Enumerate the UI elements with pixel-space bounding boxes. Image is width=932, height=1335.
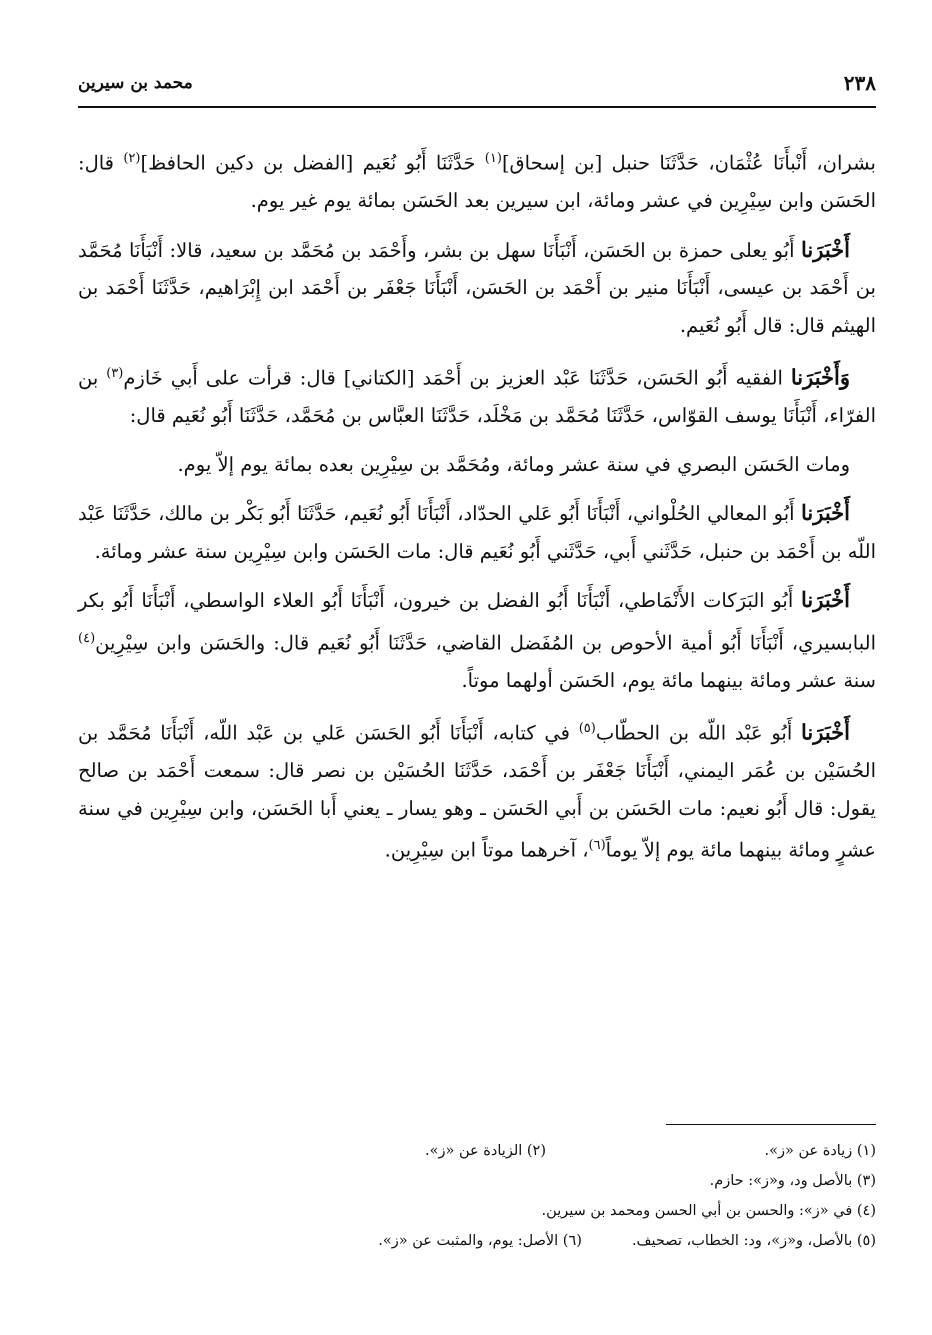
paragraph [78,446,876,484]
footnote-marker: (٣) [106,366,124,381]
footnote-marker: (١) [484,151,502,166]
paragraph [78,231,876,345]
footnote-row [78,1196,876,1226]
paragraph-text: الفقيه أَبُو الحَسَن، حَدَّثَنَا عَبْد العزيز بن أَحْمَد [الكتاني] قال: قرأت على أَبي خَازم [123,366,791,390]
keyword-akhbarana: أَخْبَرَنا [801,719,850,745]
paragraph [78,494,876,570]
document-page [78,0,876,1335]
paragraph-text: قال: الحَسَن وابن سِيْرِين في عشر ومائة، ابن سيرين بعد الحَسَن بمائة يوم غير يوم. [78,151,876,212]
paragraph [78,140,876,220]
keyword-akhbarana: أَخْبَرَنا [801,236,850,262]
paragraph-text: حَدَّثَنَا أَبُو نُعَيم [الفضل بن دكين الحافظ] [140,151,485,175]
paragraph-text: سنة عشر ومائة بينهما مائة يوم، الحَسَن أولهما موتاً. [461,668,876,692]
header-rule [78,106,876,108]
footnote-5: (٥) بالأصل، و«ز»، ود: الخطاب، تصحيف. [631,1233,876,1249]
keyword-akhbarana: أَخْبَرَنا [801,587,850,612]
footnote-4: (٤) في «ز»: والحسن بن أبي الحسن ومحمد بن سيرين. [541,1203,876,1219]
paragraph [78,581,876,699]
paragraph-text: بشران، أَنْبأَنَا عُثْمَان، حَدَّثَنَا حنبل [بن إسحاق] [501,151,876,175]
footnote-6: (٦) الأصل: يوم، والمثبت عن «ز». [378,1233,582,1249]
paragraph-text: أَبُو البَرَكات الأَنْمَاطي، أَنْبَأَنَا أَبُو الفضل بن خيرون، أَنْبَأَنَا أَبُو العلاء الواسطي، أَنْبَأَنَا أَبُو بكر البابسيري، أَنْبَأَنَا أَبُو أمية الأحوص بن المُفَضل القاضي، حَدَّثَنَا أَبُو نُعَيم قال: والحَسَن وابن سِيْرِين [78,589,876,654]
running-title: محمد بن سيرين [78,73,193,93]
paragraph [78,710,876,869]
paragraph-text: ومات الحَسَن البصري في سنة عشر ومائة، ومُحَمَّد بن سِيْرِين بعده بمائة يوم إلاّ يوم. [177,452,850,476]
paragraph-text: أَبُو يعلى حمزة بن الحَسَن، أَنْبَأَنَا سهل بن بشر، وأَحْمَد بن مُحَمَّد بن سعيد، قالا: أَنْبَأَنَا مُحَمَّد بن أَحْمَد بن عيسى، أَنْبَأَنَا منير بن أَحْمَد بن الحَسَن، أَنْبَأَنَا جَعْفَر بن أَحْمَد ابن إِبْرَاهيم، حَدَّثَنَا أَحْمَد بن الهيثم قال: قال أَبُو نُعَيم. [78,238,876,337]
footnote-1: (١) زيادة عن «ز». [764,1143,876,1159]
footnote-2: (٢) الزيادة عن «ز». [425,1143,546,1159]
paragraph-text: أَبُو عَبْد اللّه بن الحطّاب [595,721,802,745]
page-number: ٢٣٨ [843,71,876,95]
footnote-marker: (٢) [123,151,141,166]
footnote-row [78,1136,876,1166]
keyword-akhbarana: أَخْبَرَنا [801,500,850,525]
page-header [78,66,876,100]
paragraph-text: ، آخرهما موتاً ابن سِيْرِين. [384,838,589,862]
paragraph-text: أَبُو المعالي الحُلْواني، أَنْبَأَنَا أَبُو عَلي الحدّاد، أَنْبَأَنَا أَبُو نُعَيم، حَدَّثَنَا أَبُو بَكْر بن مالك، حَدَّثَنَا عَبْد اللّه بن أَحْمَد بن حنبل، حَدَّثَني أَبي، حَدَّثَني أَبُو نُعَيم قال: مات الحَسَن وابن سِيْرِين سنة عشر ومائة. [78,502,876,563]
footnote-marker: (٦) [588,838,606,853]
paragraph-text: بن الفرّاء، أَنْبَأَنَا يوسف القوّاس، حَدَّثَنَا مُحَمَّد بن مَخْلَد، حَدَّثَنَا العبَّاس بن مُحَمَّد، حَدَّثَنَا أَبُو نُعَيم قال: [78,366,876,427]
footnotes [78,1136,876,1256]
footnote-marker: (٥) [578,721,596,736]
paragraph-text: في كتابه، أَنْبَأَنَا أَبُو الحَسَن عَلي بن عَبْد اللّه، أَنْبَأَنَا مُحَمَّد بن الحُسَيْن بن عُمَر اليمني، أَنْبَأَنَا جَعْفَر بن أَحْمَد، حَدَّثَنَا الحُسَيْن بن نصر قال: سمعت أَحْمَد بن صالح يقول: قال أَبُو نعيم: مات الحَسَن بن أَبي الحَسَن ـ وهو يسار ـ يعني أَبا الحَسَن، وابن سِيْرِين في سنة عشرٍ ومائة بينهما مائة يوم إلاّ يوماً [78,721,876,862]
paragraph [78,355,876,435]
keyword-akhbarana: وَأَخْبَرَنا [790,364,850,390]
footnote-row [78,1166,876,1196]
footnote-rule [666,1124,876,1125]
footnote-3: (٣) بالأصل ود، و«ز»: حازم. [709,1173,876,1189]
footnote-marker: (٤) [78,630,96,646]
footnote-row [78,1226,876,1256]
main-text [78,140,876,880]
